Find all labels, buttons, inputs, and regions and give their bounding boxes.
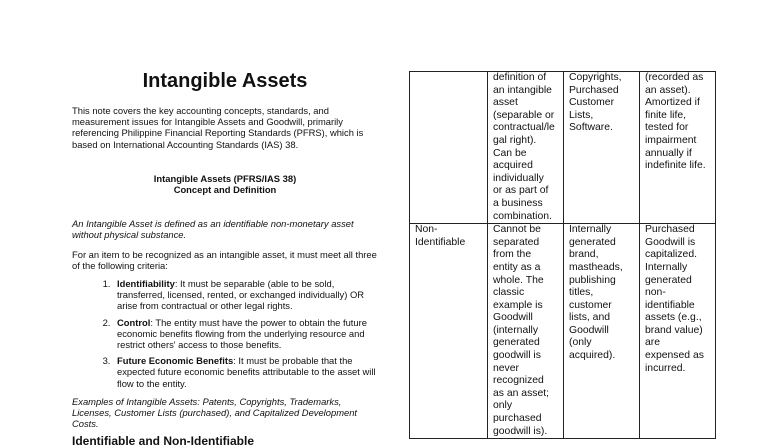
criteria-text: : The entity must have the power to obtain the future economic benefits flowing from the underlying resource and restrict others' access to those benefits.	[117, 316, 367, 351]
intangible-assets-table	[409, 71, 716, 439]
table-cell: Cannot be separated from the entity as a whole. The classic example is Goodwill (internally generated goodwill is never recognized as an asset; only purchased goodwill is).	[488, 224, 564, 439]
criteria-term: Future Economic Benefits	[117, 355, 234, 367]
left-column	[72, 70, 378, 429]
criteria-item	[113, 317, 378, 351]
next-section-heading: Identifiable and Non-Identifiable	[72, 434, 255, 448]
page-title: Intangible Assets	[142, 70, 308, 92]
criteria-text: : It must be separable (able to be sold, transferred, licensed, rented, or exchanged individually) OR arise from contractual or other legal rights.	[117, 278, 365, 312]
criteria-term: Control	[117, 316, 151, 328]
section-heading	[72, 173, 378, 195]
table-cell	[410, 72, 488, 224]
definition-paragraph: An Intangible Asset is defined as an identifiable non-monetary asset without physical substance.	[72, 218, 354, 241]
table-cell: definition of an intangible asset (separable or contractual/le gal right). Can be acquired individually or as part of a business combination.	[488, 72, 564, 224]
section-heading-line2: Concept and Definition	[173, 184, 277, 196]
criteria-item	[113, 278, 378, 312]
criteria-list	[72, 278, 378, 389]
criteria-term: Identifiability	[117, 278, 175, 290]
examples-paragraph: Examples of Intangible Assets: Patents, Copyrights, Trademarks, Licenses, Customer Lists (purchased), and Capitalized Development Costs.	[72, 395, 358, 430]
table-row	[410, 72, 716, 224]
table-cell: Purchased Goodwill is capitalized. Internally generated non- identifiable assets (e.g., brand value) are expensed as incurred.	[640, 224, 716, 439]
criteria-intro: For an item to be recognized as an intangible asset, it must meet all three of the following criteria:	[72, 248, 377, 271]
table-cell: (recorded as an asset). Amortized if finite life, tested for impairment annually if indefinite life.	[640, 72, 716, 224]
table-cell: Non- Identifiable	[410, 224, 488, 439]
section-heading-line1: Intangible Assets (PFRS/IAS 38)	[153, 172, 297, 184]
table-cell: Copyrights, Purchased Customer Lists, Software.	[564, 72, 640, 224]
criteria-text: : It must be probable that the expected future economic benefits attributable to the asset will flow to the entity.	[117, 355, 376, 389]
intro-paragraph: This note covers the key accounting concepts, standards, and measurement issues for Intangible Assets and Goodwill, primarily referencing Philippine Financial Reporting Standards (PFRS), which is based on International Accounting Standards (IAS) 38.	[72, 105, 364, 150]
criteria-item	[113, 355, 378, 389]
table-row	[410, 224, 716, 439]
table-cell: Internally generated brand, mastheads, publishing titles, customer lists, and Goodwill (only acquired).	[564, 224, 640, 439]
